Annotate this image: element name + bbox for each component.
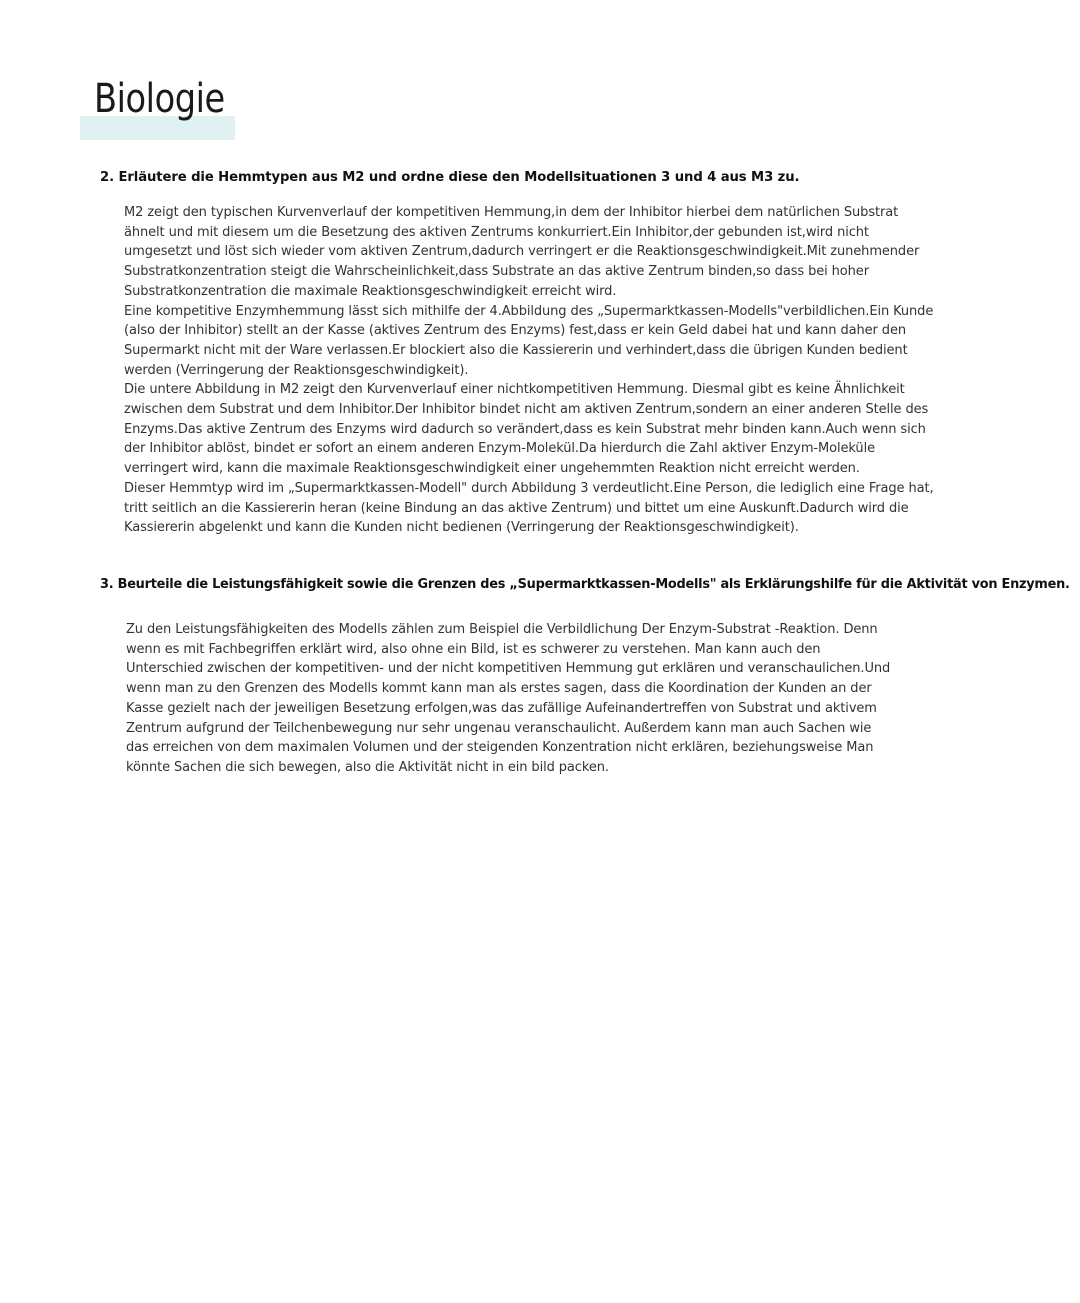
answer-2-line: Substratkonzentration die maximale Reaktionsgeschwindigkeit erreicht wird. xyxy=(124,283,617,299)
answer-2-line: der Inhibitor ablöst, bindet er sofort an einem anderen Enzym-Molekül.Da hierdurch die Zahl aktiver Enzym-Moleküle xyxy=(124,441,875,457)
answer-3-line: Zu den Leistungsfähigkeiten des Modells zählen zum Beispiel die Verbildlichung Der Enzym-Substrat -Reaktion. Denn xyxy=(126,622,878,637)
answer-2-line: Supermarkt nicht mit der Ware verlassen.Er blockiert also die Kassiererin und verhindert,dass die übrigen Kunden bedient xyxy=(124,342,908,358)
answer-3-line: Unterschied zwischen der kompetitiven- und der nicht kompetitiven Hemmung gut erklären und veranschaulichen.Und xyxy=(126,661,891,677)
answer-2-text xyxy=(124,203,994,538)
answer-2-line: Dieser Hemmtyp wird im „Supermarktkassen-Modell" durch Abbildung 3 verdeutlicht.Eine Person, die lediglich eine Frage hat, xyxy=(124,480,934,496)
answer-2-line: tritt seitlich an die Kassiererin heran (keine Bindung an das aktive Zentrum) und bittet um eine Auskunft.Dadurch wird die xyxy=(124,500,909,516)
answer-3-line: Kasse gezielt nach der jeweiligen Besetzung erfolgen,was das zufällige Aufeinandertreffen von Substrat und aktivem xyxy=(126,700,877,716)
answer-2-line: Enzyms.Das aktive Zentrum des Enzyms wird dadurch so verändert,dass es kein Substrat mehr binden kann.Auch wenn sich xyxy=(124,421,926,437)
question-3-heading: 3. Beurteile die Leistungsfähigkeit sowie die Grenzen des „Supermarktkassen-Modells" als Erklärungshilfe für die Aktivität von Enzymen. xyxy=(100,577,1070,592)
answer-2-line: Eine kompetitive Enzymhemmung lässt sich mithilfe der 4.Abbildung des „Supermarktkassen-Modells"verbildlichen.Ein Kunde xyxy=(124,303,934,319)
answer-2-line: (also der Inhibitor) stellt an der Kasse (aktives Zentrum des Enzyms) fest,dass er kein Geld dabei hat und kann daher den xyxy=(124,323,906,339)
answer-2-line: verringert wird, kann die maximale Reaktionsgeschwindigkeit einer ungehemmten Reaktion nicht erreicht werden. xyxy=(124,461,860,477)
answer-2-line: ähnelt und mit diesem um die Besetzung des aktiven Zentrums konkurriert.Ein Inhibitor,der gebunden ist,wird nicht xyxy=(124,224,869,240)
answer-3-line: wenn es mit Fachbegriffen erklärt wird, also ohne ein Bild, ist es schwerer zu verstehen. Man kann auch den xyxy=(126,641,821,657)
answer-2-line: M2 zeigt den typischen Kurvenverlauf der kompetitiven Hemmung,in dem der Inhibitor hierbei dem natürlichen Substrat xyxy=(124,205,899,220)
page-title-block xyxy=(80,76,236,142)
answer-2-line: Die untere Abbildung in M2 zeigt den Kurvenverlauf einer nichtkompetitiven Hemmung. Diesmal gibt es keine Ähnlichkeit xyxy=(124,382,905,398)
answer-3-line: Zentrum aufgrund der Teilchenbewegung nur sehr ungenau veranschaulicht. Außerdem kann man auch Sachen wie xyxy=(126,720,872,736)
answer-2-line: Kassiererin abgelenkt und kann die Kunden nicht bedienen (Verringerung der Reaktionsgeschwindigkeit). xyxy=(124,520,799,536)
page-title: Biologie xyxy=(94,76,225,122)
question-2-heading: 2. Erläutere die Hemmtypen aus M2 und ordne diese den Modellsituationen 3 und 4 aus M3 zu. xyxy=(100,170,800,185)
answer-3-line: wenn man zu den Grenzen des Modells kommt kann man als erstes sagen, dass die Koordination der Kunden an der xyxy=(126,681,872,697)
answer-2-line: umgesetzt und löst sich wieder vom aktiven Zentrum,dadurch verringert er die Reaktionsgeschwindigkeit.Mit zunehmender xyxy=(124,244,920,260)
answer-3-line: könnte Sachen die sich bewegen, also die Aktivität nicht in ein bild packen. xyxy=(126,759,609,775)
answer-3-line: das erreichen von dem maximalen Volumen und der steigenden Konzentration nicht erklären, beziehungsweise Man xyxy=(126,740,874,756)
answer-2-line: Substratkonzentration steigt die Wahrscheinlichkeit,dass Substrate an das aktive Zentrum binden,so dass bei hoher xyxy=(124,264,869,280)
answer-3-text xyxy=(126,620,976,778)
answer-2-line: werden (Verringerung der Reaktionsgeschwindigkeit). xyxy=(124,362,469,378)
answer-2-line: zwischen dem Substrat und dem Inhibitor.Der Inhibitor bindet nicht am aktiven Zentrum,sondern an einer anderen Stelle des xyxy=(124,402,929,418)
